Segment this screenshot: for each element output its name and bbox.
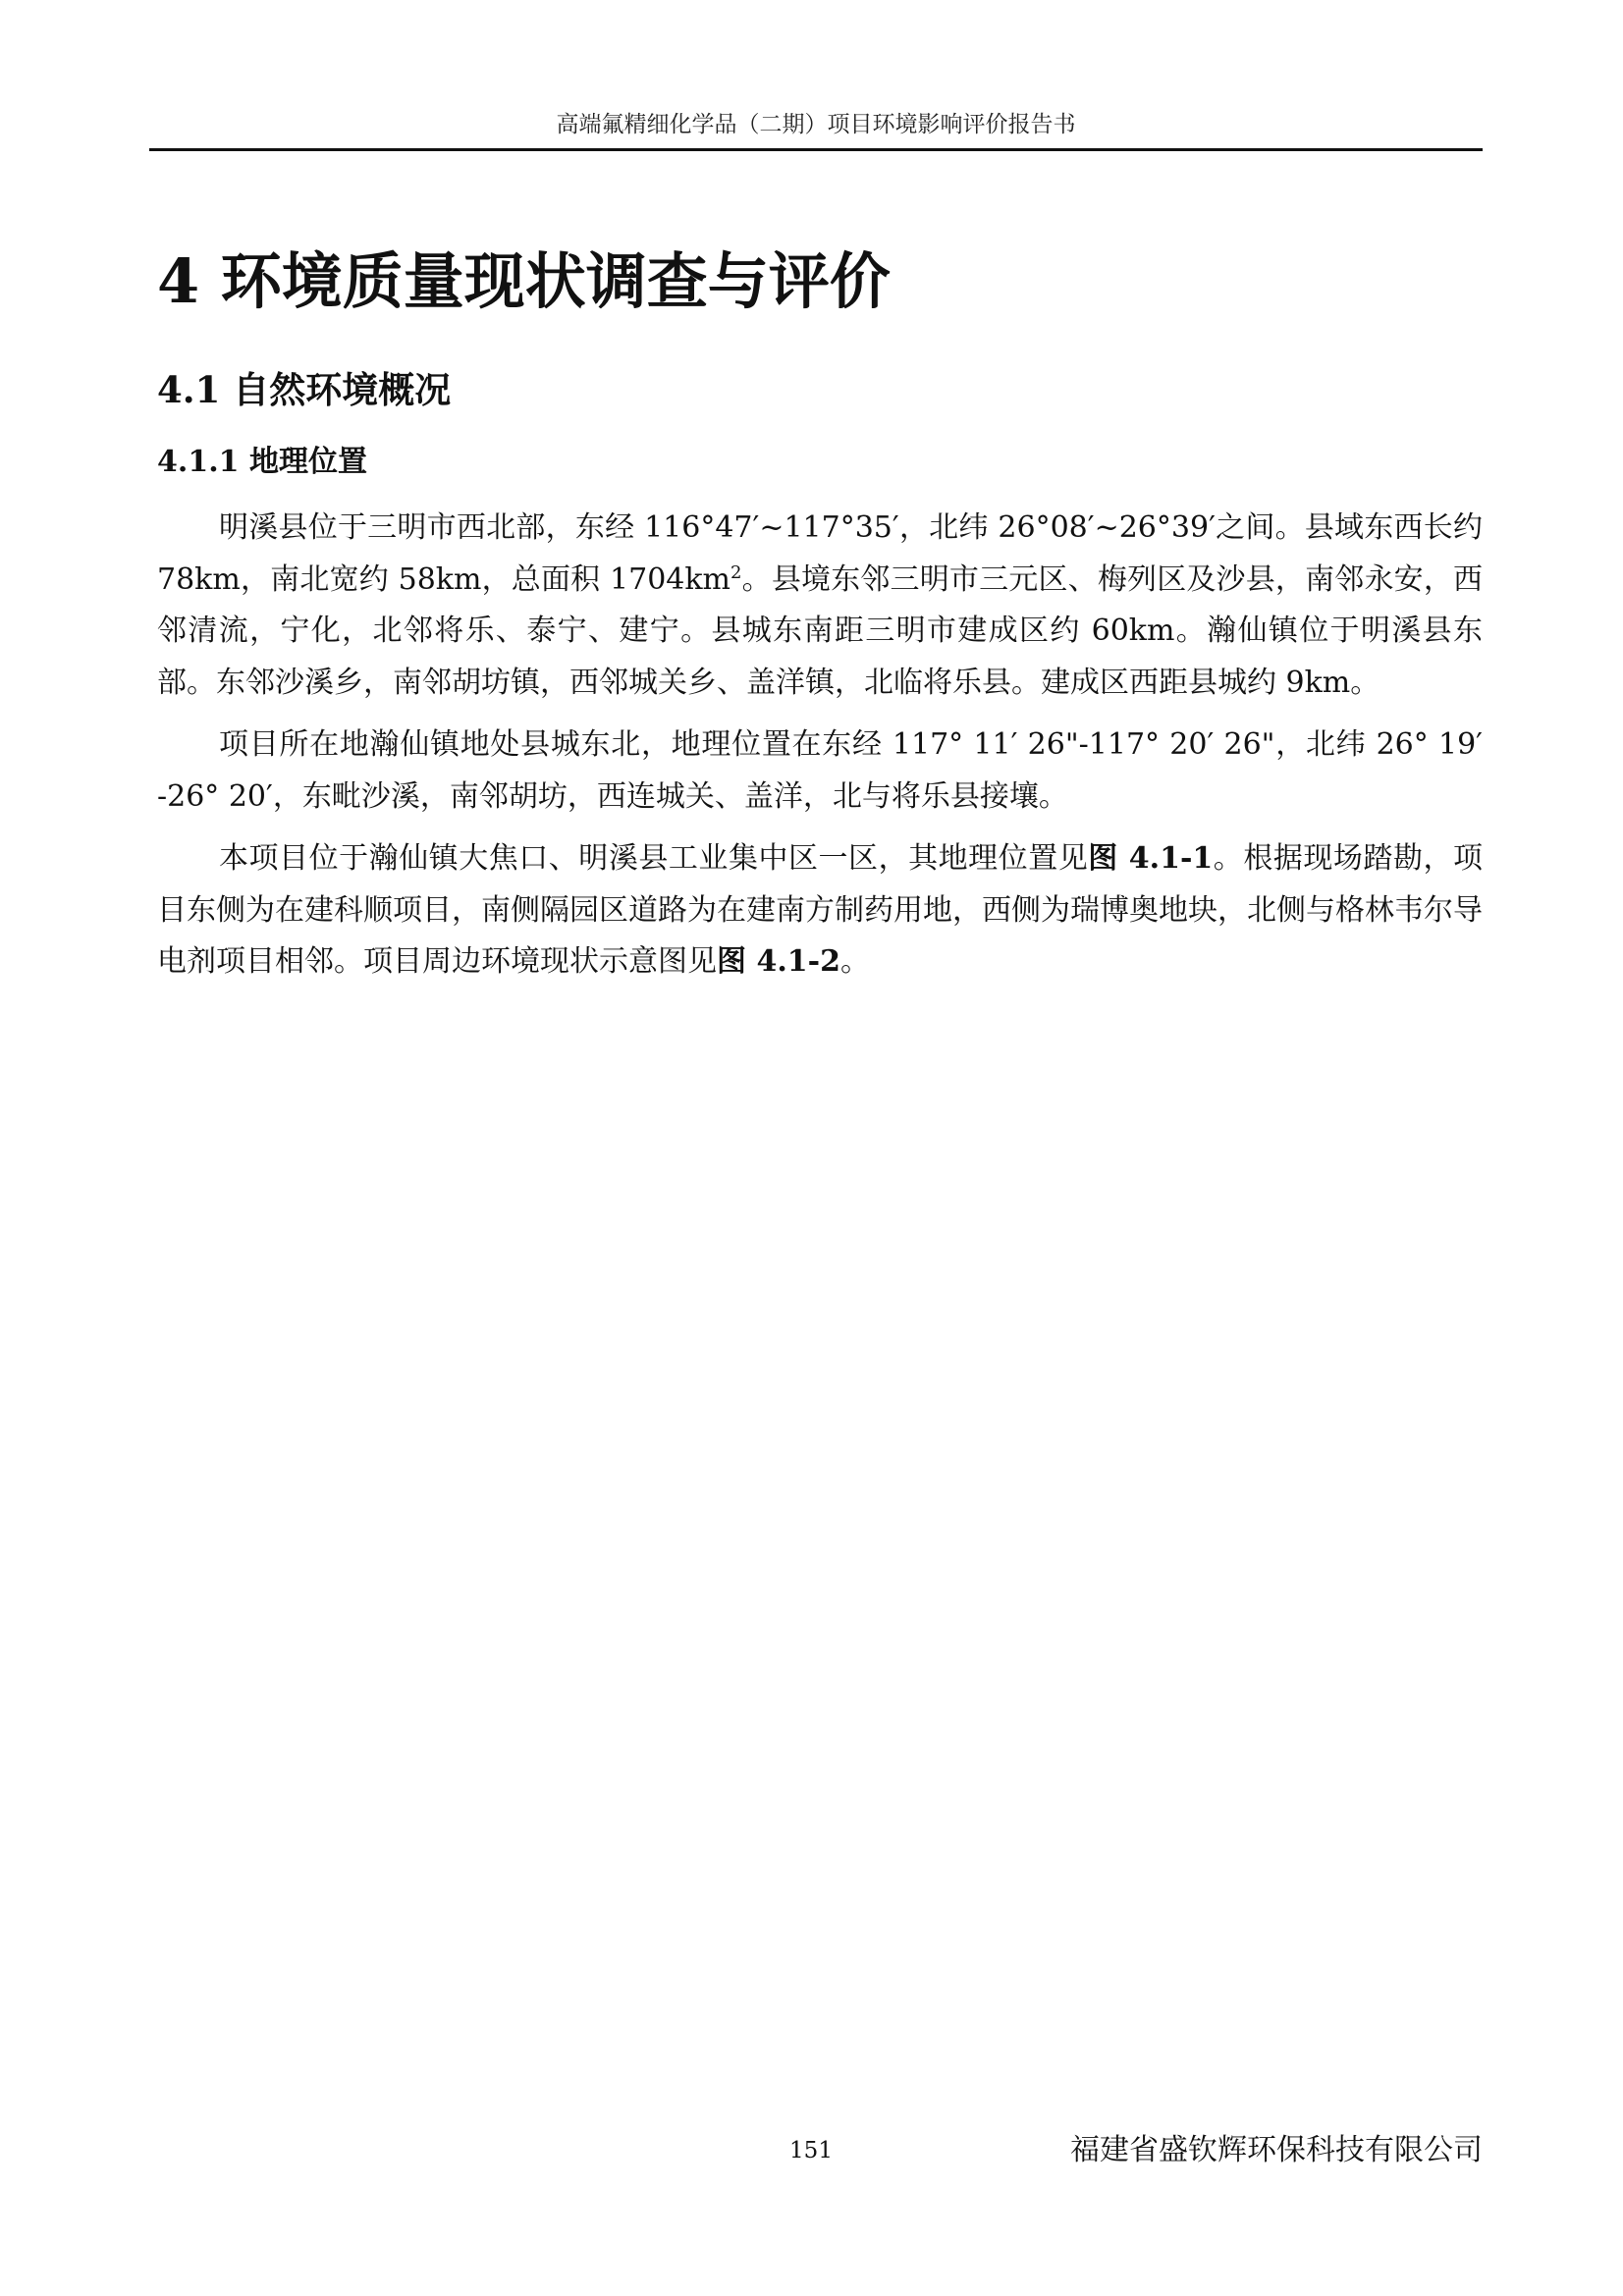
page-number: 151	[789, 2138, 833, 2163]
paragraph-text: 本项目位于瀚仙镇大焦口、明溪县工业集中区一区，其地理位置见	[219, 841, 1089, 876]
chapter-title: 4 环境质量现状调查与评价	[157, 245, 891, 317]
paragraph-text: 。根据现场踏勘，项目东侧为在建科顺项目，南侧隔园区道路为在建南方制药用地，西侧为瑞博奥地块，北侧与格林韦尔导电剂项目相邻。项目周边环境现状示意图见	[157, 841, 1483, 979]
paragraph-location-project	[157, 833, 1483, 988]
body-text	[157, 503, 1483, 999]
paragraph-location-town: 项目所在地瀚仙镇地处县城东北，地理位置在东经 117° 11′ 26"-117° 20′ 26"，北纬 26° 19′ -26° 20′，东毗沙溪，南邻胡坊，西连城关、盖洋，北与将乐县接壤。	[157, 727, 1483, 814]
paragraph-text: 。	[839, 944, 870, 979]
paragraph-text: 。县境东邻三明市三元区、梅列区及沙县，南邻永安，西邻清流，宁化，北邻将乐、泰宁、建宁。县城东南距三明市建成区约 60km。瀚仙镇位于明溪县东部。东邻沙溪乡，南邻胡坊镇，西邻城关乡、盖洋镇，北临将乐县。建成区西距县城约 9km。	[157, 561, 1484, 700]
running-header: 高端氟精细化学品（二期）项目环境影响评价报告书	[556, 112, 1076, 137]
subsection-title: 4.1.1 地理位置	[157, 445, 367, 479]
header-divider	[149, 148, 1483, 151]
paragraph-location-county	[157, 503, 1483, 709]
superscript-2: 2	[730, 561, 742, 583]
paragraph-text: 明溪县位于三明市西北部，东经 116°47′~117°35′，北纬 26°08′~26°39′之间。县域东西长约 78km，南北宽约 58km，总面积 1704km	[157, 510, 1483, 597]
section-title: 4.1 自然环境概况	[157, 368, 452, 411]
figure-reference: 图 4.1-1	[1088, 841, 1214, 876]
figure-reference: 图 4.1-2	[717, 944, 840, 979]
footer-company: 福建省盛钦辉环保科技有限公司	[1070, 2133, 1483, 2167]
